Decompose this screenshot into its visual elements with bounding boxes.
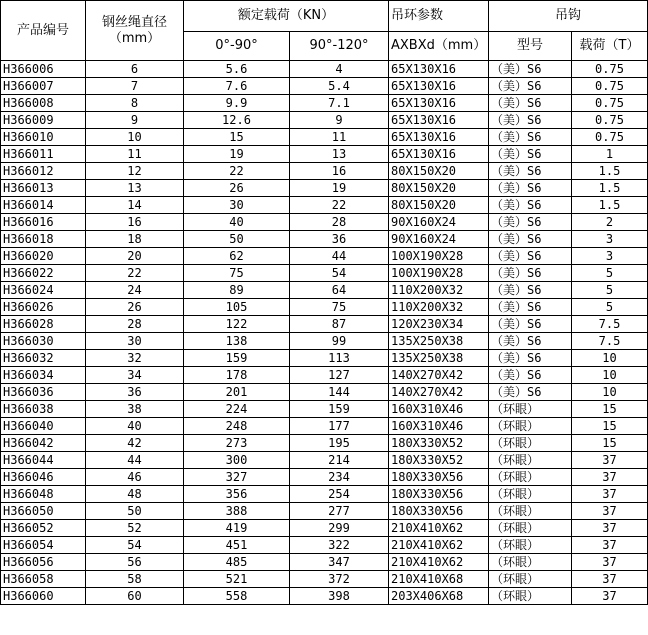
cell-load-90-120: 195 bbox=[290, 435, 389, 452]
cell-hook-model: （环眼） bbox=[489, 435, 572, 452]
cell-hook-model: （环眼） bbox=[489, 520, 572, 537]
cell-rope-diameter: 22 bbox=[86, 265, 184, 282]
cell-rope-diameter: 50 bbox=[86, 503, 184, 520]
header-rope-diameter bbox=[86, 1, 184, 61]
cell-load-90-120: 28 bbox=[290, 214, 389, 231]
cell-load-90-120: 127 bbox=[290, 367, 389, 384]
cell-rope-diameter: 48 bbox=[86, 486, 184, 503]
cell-hook-model: （美）S6 bbox=[489, 299, 572, 316]
cell-load-90-120: 177 bbox=[290, 418, 389, 435]
cell-hook-model: （美）S6 bbox=[489, 95, 572, 112]
cell-hook-model: （环眼） bbox=[489, 571, 572, 588]
cell-ring-dims: 110X200X32 bbox=[389, 282, 489, 299]
cell-product-code: H366008 bbox=[1, 95, 86, 112]
cell-load-0-90: 7.6 bbox=[184, 78, 290, 95]
cell-hook-model: （美）S6 bbox=[489, 214, 572, 231]
cell-product-code: H366026 bbox=[1, 299, 86, 316]
cell-ring-dims: 80X150X20 bbox=[389, 180, 489, 197]
cell-product-code: H366010 bbox=[1, 129, 86, 146]
cell-hook-model: （美）S6 bbox=[489, 282, 572, 299]
cell-hook-model: （美）S6 bbox=[489, 231, 572, 248]
header-hook-model: 型号 bbox=[489, 32, 572, 61]
cell-rope-diameter: 26 bbox=[86, 299, 184, 316]
cell-load-0-90: 485 bbox=[184, 554, 290, 571]
cell-load-90-120: 277 bbox=[290, 503, 389, 520]
cell-ring-dims: 160X310X46 bbox=[389, 418, 489, 435]
header-load-90-120: 90°-120° bbox=[290, 32, 389, 61]
cell-hook-load: 1 bbox=[572, 146, 648, 163]
cell-product-code: H366022 bbox=[1, 265, 86, 282]
cell-rope-diameter: 42 bbox=[86, 435, 184, 452]
cell-product-code: H366040 bbox=[1, 418, 86, 435]
cell-load-0-90: 12.6 bbox=[184, 112, 290, 129]
table-row bbox=[1, 435, 648, 452]
cell-load-0-90: 201 bbox=[184, 384, 290, 401]
cell-rope-diameter: 30 bbox=[86, 333, 184, 350]
cell-load-90-120: 75 bbox=[290, 299, 389, 316]
cell-rope-diameter: 56 bbox=[86, 554, 184, 571]
cell-hook-load: 0.75 bbox=[572, 95, 648, 112]
cell-rope-diameter: 13 bbox=[86, 180, 184, 197]
cell-hook-model: （美）S6 bbox=[489, 197, 572, 214]
cell-ring-dims: 203X406X68 bbox=[389, 588, 489, 605]
table-row bbox=[1, 333, 648, 350]
cell-hook-model: （美）S6 bbox=[489, 180, 572, 197]
cell-rope-diameter: 9 bbox=[86, 112, 184, 129]
table-row bbox=[1, 384, 648, 401]
cell-load-90-120: 159 bbox=[290, 401, 389, 418]
cell-ring-dims: 140X270X42 bbox=[389, 384, 489, 401]
cell-load-90-120: 16 bbox=[290, 163, 389, 180]
cell-load-0-90: 75 bbox=[184, 265, 290, 282]
cell-product-code: H366052 bbox=[1, 520, 86, 537]
cell-ring-dims: 210X410X68 bbox=[389, 571, 489, 588]
cell-hook-load: 7.5 bbox=[572, 333, 648, 350]
cell-ring-dims: 80X150X20 bbox=[389, 163, 489, 180]
cell-hook-model: （环眼） bbox=[489, 401, 572, 418]
cell-hook-model: （美）S6 bbox=[489, 112, 572, 129]
table-row bbox=[1, 197, 648, 214]
cell-rope-diameter: 18 bbox=[86, 231, 184, 248]
cell-hook-load: 1.5 bbox=[572, 197, 648, 214]
cell-ring-dims: 65X130X16 bbox=[389, 112, 489, 129]
table-row bbox=[1, 180, 648, 197]
cell-rope-diameter: 6 bbox=[86, 61, 184, 78]
cell-ring-dims: 180X330X52 bbox=[389, 435, 489, 452]
cell-product-code: H366042 bbox=[1, 435, 86, 452]
cell-load-0-90: 19 bbox=[184, 146, 290, 163]
cell-load-90-120: 36 bbox=[290, 231, 389, 248]
cell-product-code: H366024 bbox=[1, 282, 86, 299]
table-row bbox=[1, 401, 648, 418]
cell-hook-load: 10 bbox=[572, 350, 648, 367]
cell-rope-diameter: 10 bbox=[86, 129, 184, 146]
cell-hook-model: （环眼） bbox=[489, 418, 572, 435]
cell-load-90-120: 113 bbox=[290, 350, 389, 367]
cell-load-0-90: 105 bbox=[184, 299, 290, 316]
header-ring-params: 吊环参数 bbox=[389, 1, 489, 32]
cell-load-0-90: 15 bbox=[184, 129, 290, 146]
cell-load-0-90: 419 bbox=[184, 520, 290, 537]
cell-product-code: H366036 bbox=[1, 384, 86, 401]
header-ring-dims: AXBXd（mm） bbox=[389, 32, 489, 61]
cell-load-0-90: 451 bbox=[184, 537, 290, 554]
cell-rope-diameter: 52 bbox=[86, 520, 184, 537]
table-row bbox=[1, 112, 648, 129]
cell-load-90-120: 54 bbox=[290, 265, 389, 282]
cell-product-code: H366058 bbox=[1, 571, 86, 588]
cell-hook-load: 15 bbox=[572, 418, 648, 435]
cell-hook-model: （美）S6 bbox=[489, 333, 572, 350]
cell-hook-load: 37 bbox=[572, 537, 648, 554]
table-row bbox=[1, 78, 648, 95]
cell-hook-model: （美）S6 bbox=[489, 163, 572, 180]
header-rope-diameter-label: 钢丝绳直径 bbox=[101, 14, 167, 30]
cell-hook-model: （环眼） bbox=[489, 452, 572, 469]
cell-load-0-90: 22 bbox=[184, 163, 290, 180]
cell-hook-load: 5 bbox=[572, 265, 648, 282]
cell-ring-dims: 65X130X16 bbox=[389, 146, 489, 163]
cell-rope-diameter: 11 bbox=[86, 146, 184, 163]
table-row bbox=[1, 316, 648, 333]
cell-ring-dims: 180X330X56 bbox=[389, 486, 489, 503]
cell-load-90-120: 254 bbox=[290, 486, 389, 503]
cell-product-code: H366048 bbox=[1, 486, 86, 503]
cell-hook-model: （环眼） bbox=[489, 554, 572, 571]
cell-ring-dims: 80X150X20 bbox=[389, 197, 489, 214]
table-row bbox=[1, 537, 648, 554]
cell-load-90-120: 214 bbox=[290, 452, 389, 469]
table-row bbox=[1, 520, 648, 537]
cell-hook-load: 37 bbox=[572, 520, 648, 537]
cell-load-90-120: 347 bbox=[290, 554, 389, 571]
cell-product-code: H366034 bbox=[1, 367, 86, 384]
cell-load-0-90: 5.6 bbox=[184, 61, 290, 78]
cell-ring-dims: 210X410X62 bbox=[389, 520, 489, 537]
cell-ring-dims: 90X160X24 bbox=[389, 231, 489, 248]
cell-hook-model: （美）S6 bbox=[489, 61, 572, 78]
table-row bbox=[1, 95, 648, 112]
cell-hook-load: 5 bbox=[572, 282, 648, 299]
cell-product-code: H366011 bbox=[1, 146, 86, 163]
cell-ring-dims: 180X330X56 bbox=[389, 503, 489, 520]
cell-hook-load: 37 bbox=[572, 588, 648, 605]
cell-ring-dims: 120X230X34 bbox=[389, 316, 489, 333]
cell-load-90-120: 5.4 bbox=[290, 78, 389, 95]
cell-load-90-120: 144 bbox=[290, 384, 389, 401]
cell-load-90-120: 322 bbox=[290, 537, 389, 554]
cell-rope-diameter: 40 bbox=[86, 418, 184, 435]
cell-hook-model: （环眼） bbox=[489, 588, 572, 605]
cell-hook-model: （美）S6 bbox=[489, 265, 572, 282]
table-row bbox=[1, 214, 648, 231]
cell-hook-load: 10 bbox=[572, 367, 648, 384]
cell-ring-dims: 210X410X62 bbox=[389, 554, 489, 571]
cell-rope-diameter: 16 bbox=[86, 214, 184, 231]
cell-ring-dims: 160X310X46 bbox=[389, 401, 489, 418]
cell-product-code: H366030 bbox=[1, 333, 86, 350]
cell-product-code: H366012 bbox=[1, 163, 86, 180]
cell-hook-load: 37 bbox=[572, 452, 648, 469]
table-row bbox=[1, 367, 648, 384]
table-row bbox=[1, 265, 648, 282]
header-load-0-90: 0°-90° bbox=[184, 32, 290, 61]
cell-load-90-120: 9 bbox=[290, 112, 389, 129]
cell-product-code: H366018 bbox=[1, 231, 86, 248]
cell-product-code: H366046 bbox=[1, 469, 86, 486]
cell-load-0-90: 50 bbox=[184, 231, 290, 248]
cell-ring-dims: 180X330X52 bbox=[389, 452, 489, 469]
cell-hook-model: （美）S6 bbox=[489, 248, 572, 265]
cell-hook-model: （美）S6 bbox=[489, 384, 572, 401]
table-row bbox=[1, 571, 648, 588]
cell-ring-dims: 100X190X28 bbox=[389, 265, 489, 282]
cell-load-90-120: 44 bbox=[290, 248, 389, 265]
cell-rope-diameter: 60 bbox=[86, 588, 184, 605]
cell-ring-dims: 65X130X16 bbox=[389, 78, 489, 95]
cell-hook-model: （美）S6 bbox=[489, 146, 572, 163]
cell-load-0-90: 89 bbox=[184, 282, 290, 299]
cell-hook-model: （美）S6 bbox=[489, 129, 572, 146]
cell-ring-dims: 135X250X38 bbox=[389, 333, 489, 350]
cell-product-code: H366038 bbox=[1, 401, 86, 418]
cell-hook-load: 7.5 bbox=[572, 316, 648, 333]
cell-hook-load: 10 bbox=[572, 384, 648, 401]
cell-load-0-90: 521 bbox=[184, 571, 290, 588]
table-row bbox=[1, 299, 648, 316]
cell-load-90-120: 299 bbox=[290, 520, 389, 537]
cell-rope-diameter: 7 bbox=[86, 78, 184, 95]
cell-hook-load: 3 bbox=[572, 248, 648, 265]
cell-load-90-120: 7.1 bbox=[290, 95, 389, 112]
cell-load-90-120: 4 bbox=[290, 61, 389, 78]
cell-rope-diameter: 8 bbox=[86, 95, 184, 112]
cell-load-90-120: 13 bbox=[290, 146, 389, 163]
cell-hook-model: （环眼） bbox=[489, 469, 572, 486]
cell-load-0-90: 26 bbox=[184, 180, 290, 197]
cell-product-code: H366016 bbox=[1, 214, 86, 231]
table-row bbox=[1, 554, 648, 571]
cell-hook-model: （环眼） bbox=[489, 503, 572, 520]
cell-product-code: H366009 bbox=[1, 112, 86, 129]
cell-rope-diameter: 28 bbox=[86, 316, 184, 333]
cell-product-code: H366054 bbox=[1, 537, 86, 554]
cell-rope-diameter: 58 bbox=[86, 571, 184, 588]
cell-rope-diameter: 12 bbox=[86, 163, 184, 180]
cell-load-90-120: 64 bbox=[290, 282, 389, 299]
cell-hook-load: 15 bbox=[572, 435, 648, 452]
table-row bbox=[1, 146, 648, 163]
cell-product-code: H366060 bbox=[1, 588, 86, 605]
cell-load-90-120: 99 bbox=[290, 333, 389, 350]
table-row bbox=[1, 452, 648, 469]
cell-hook-load: 15 bbox=[572, 401, 648, 418]
cell-rope-diameter: 20 bbox=[86, 248, 184, 265]
cell-ring-dims: 65X130X16 bbox=[389, 95, 489, 112]
cell-hook-model: （环眼） bbox=[489, 486, 572, 503]
cell-load-0-90: 30 bbox=[184, 197, 290, 214]
cell-hook-load: 1.5 bbox=[572, 180, 648, 197]
cell-load-0-90: 40 bbox=[184, 214, 290, 231]
cell-product-code: H366006 bbox=[1, 61, 86, 78]
header-hook-load: 载荷（T） bbox=[572, 32, 648, 61]
cell-load-0-90: 300 bbox=[184, 452, 290, 469]
cell-load-0-90: 62 bbox=[184, 248, 290, 265]
table-row bbox=[1, 588, 648, 605]
cell-hook-model: （美）S6 bbox=[489, 367, 572, 384]
cell-hook-load: 37 bbox=[572, 554, 648, 571]
cell-ring-dims: 65X130X16 bbox=[389, 129, 489, 146]
cell-hook-model: （美）S6 bbox=[489, 316, 572, 333]
cell-load-0-90: 9.9 bbox=[184, 95, 290, 112]
cell-hook-load: 37 bbox=[572, 571, 648, 588]
table-row bbox=[1, 486, 648, 503]
table-row bbox=[1, 469, 648, 486]
cell-product-code: H366050 bbox=[1, 503, 86, 520]
cell-load-0-90: 159 bbox=[184, 350, 290, 367]
cell-ring-dims: 210X410X62 bbox=[389, 537, 489, 554]
cell-rope-diameter: 24 bbox=[86, 282, 184, 299]
cell-rope-diameter: 14 bbox=[86, 197, 184, 214]
cell-product-code: H366013 bbox=[1, 180, 86, 197]
table-body bbox=[1, 61, 648, 605]
cell-load-0-90: 122 bbox=[184, 316, 290, 333]
table-row bbox=[1, 163, 648, 180]
cell-load-0-90: 388 bbox=[184, 503, 290, 520]
cell-load-90-120: 372 bbox=[290, 571, 389, 588]
table-row bbox=[1, 248, 648, 265]
header-rated-load: 额定载荷（KN） bbox=[184, 1, 389, 32]
cell-hook-load: 0.75 bbox=[572, 112, 648, 129]
cell-hook-load: 3 bbox=[572, 231, 648, 248]
cell-hook-load: 37 bbox=[572, 469, 648, 486]
cell-rope-diameter: 46 bbox=[86, 469, 184, 486]
cell-rope-diameter: 38 bbox=[86, 401, 184, 418]
table-row bbox=[1, 129, 648, 146]
table-row bbox=[1, 503, 648, 520]
cell-product-code: H366028 bbox=[1, 316, 86, 333]
cell-load-90-120: 11 bbox=[290, 129, 389, 146]
cell-ring-dims: 100X190X28 bbox=[389, 248, 489, 265]
cell-product-code: H366044 bbox=[1, 452, 86, 469]
table-row bbox=[1, 418, 648, 435]
cell-hook-model: （环眼） bbox=[489, 537, 572, 554]
table-row bbox=[1, 61, 648, 78]
cell-load-0-90: 224 bbox=[184, 401, 290, 418]
cell-hook-load: 2 bbox=[572, 214, 648, 231]
cell-hook-load: 0.75 bbox=[572, 78, 648, 95]
cell-load-0-90: 178 bbox=[184, 367, 290, 384]
table-row bbox=[1, 231, 648, 248]
cell-load-90-120: 19 bbox=[290, 180, 389, 197]
cell-product-code: H366032 bbox=[1, 350, 86, 367]
cell-load-90-120: 22 bbox=[290, 197, 389, 214]
table-row bbox=[1, 282, 648, 299]
cell-ring-dims: 135X250X38 bbox=[389, 350, 489, 367]
header-product-code: 产品编号 bbox=[1, 1, 86, 61]
cell-hook-load: 37 bbox=[572, 503, 648, 520]
cell-load-0-90: 138 bbox=[184, 333, 290, 350]
cell-load-0-90: 273 bbox=[184, 435, 290, 452]
cell-hook-load: 1.5 bbox=[572, 163, 648, 180]
cell-hook-model: （美）S6 bbox=[489, 350, 572, 367]
cell-ring-dims: 90X160X24 bbox=[389, 214, 489, 231]
cell-rope-diameter: 34 bbox=[86, 367, 184, 384]
cell-product-code: H366020 bbox=[1, 248, 86, 265]
cell-ring-dims: 180X330X56 bbox=[389, 469, 489, 486]
header-rope-diameter-unit: （mm） bbox=[108, 30, 161, 46]
table-row bbox=[1, 350, 648, 367]
cell-product-code: H366014 bbox=[1, 197, 86, 214]
cell-product-code: H366007 bbox=[1, 78, 86, 95]
cell-load-0-90: 558 bbox=[184, 588, 290, 605]
cell-hook-load: 0.75 bbox=[572, 129, 648, 146]
cell-ring-dims: 110X200X32 bbox=[389, 299, 489, 316]
cell-rope-diameter: 36 bbox=[86, 384, 184, 401]
cell-product-code: H366056 bbox=[1, 554, 86, 571]
cell-hook-load: 0.75 bbox=[572, 61, 648, 78]
cell-load-0-90: 327 bbox=[184, 469, 290, 486]
cell-rope-diameter: 32 bbox=[86, 350, 184, 367]
header-hook: 吊钩 bbox=[489, 1, 648, 32]
cell-load-0-90: 248 bbox=[184, 418, 290, 435]
cell-hook-load: 5 bbox=[572, 299, 648, 316]
cell-load-0-90: 356 bbox=[184, 486, 290, 503]
cell-rope-diameter: 44 bbox=[86, 452, 184, 469]
cell-load-90-120: 87 bbox=[290, 316, 389, 333]
cell-ring-dims: 65X130X16 bbox=[389, 61, 489, 78]
cell-hook-model: （美）S6 bbox=[489, 78, 572, 95]
cell-load-90-120: 398 bbox=[290, 588, 389, 605]
cell-hook-load: 37 bbox=[572, 486, 648, 503]
cell-load-90-120: 234 bbox=[290, 469, 389, 486]
cell-ring-dims: 140X270X42 bbox=[389, 367, 489, 384]
cell-rope-diameter: 54 bbox=[86, 537, 184, 554]
